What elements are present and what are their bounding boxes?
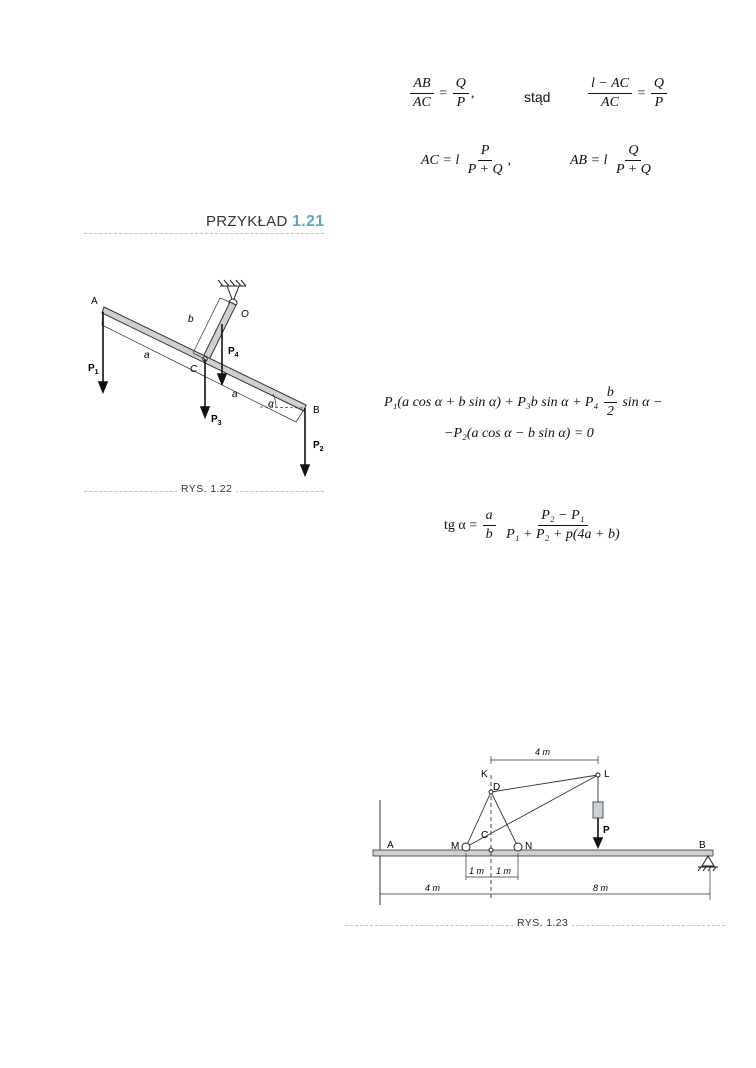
dim-8m: 8 m xyxy=(593,883,609,893)
label-b-point: B xyxy=(313,405,320,416)
label-n: N xyxy=(525,841,533,852)
label-alpha: α xyxy=(268,399,274,410)
fraction: $\frac{Q}{P}$ xyxy=(453,76,469,111)
heading-rule xyxy=(84,233,324,234)
fraction: $\frac{\text{P₂ − P₁}}{\text{P₁ + P₂ + p(4a + b)}}$ xyxy=(506,508,620,543)
caption-rys-1-23: RYS. 1.23 xyxy=(513,917,572,929)
label-p3: $P_3$ xyxy=(211,414,222,427)
figure-1-23 xyxy=(365,740,735,912)
dim-4m-top: 4 m xyxy=(535,747,551,757)
example-heading: PRZYKŁAD 1.21 xyxy=(206,213,325,230)
load-arrow xyxy=(594,818,602,847)
fraction: $\frac{Q}{P + Q}$ xyxy=(615,143,651,178)
label-a1: a xyxy=(144,350,150,361)
label-k: K xyxy=(481,769,488,780)
wheel-m xyxy=(462,843,470,851)
dimension-lines xyxy=(380,756,710,900)
label-l: L xyxy=(604,769,610,780)
label-p1: $P_1$ xyxy=(88,363,99,376)
dim-4m-left: 4 m xyxy=(425,883,441,893)
equation-moments-line2: −P₂(a cos α − b sin α) = 0 xyxy=(444,426,594,441)
wheel-n xyxy=(514,843,522,851)
joint-l xyxy=(596,773,600,777)
label-a2: a xyxy=(232,389,238,400)
word-stad: stąd xyxy=(524,89,551,105)
label-b-dim: b xyxy=(188,314,194,325)
label-b: B xyxy=(699,840,706,851)
fraction: $\frac{b}{2}$ xyxy=(604,385,617,420)
fraction: $\frac{P}{P + Q}$ xyxy=(467,143,503,178)
label-p2: $P_2$ xyxy=(313,440,324,453)
label-o: O xyxy=(241,309,249,320)
equation-tg-alpha: tg α = $\frac{a}{b}$ $\frac{\text{P₂ − P₁}}{\text{P₁ + P₂ + p(4a + b)}}$ xyxy=(444,508,625,543)
label-d: D xyxy=(493,782,501,793)
fraction: $\frac{a}{b}$ xyxy=(483,508,496,543)
equation-ab-ac: $\frac{AB}{AC}$ = $\frac{Q}{P}$ , xyxy=(408,76,474,111)
label-c: C xyxy=(481,830,489,841)
dim-1m-b: 1 m xyxy=(496,866,512,876)
figure-1-22 xyxy=(80,270,330,485)
load-weight xyxy=(593,802,603,818)
label-p4: $P_4$ xyxy=(228,346,239,359)
equation-moments: P₁(a cos α + b sin α) + P₃b sin α + P₄ $\frac{b}{2}$ sin α − xyxy=(384,385,663,420)
equation-l-minus-ac: $\frac{l - AC}{AC}$ = $\frac{Q}{P}$ xyxy=(586,76,669,111)
label-a: A xyxy=(387,840,394,851)
fraction: $\frac{l - AC}{AC}$ xyxy=(588,76,632,111)
fraction: $\frac{Q}{P}$ xyxy=(651,76,667,111)
joint-c xyxy=(489,848,493,852)
support-b xyxy=(698,856,718,871)
label-m: M xyxy=(451,841,460,852)
fraction: $\frac{AB}{AC}$ xyxy=(410,76,434,111)
dim-1m-a: 1 m xyxy=(469,866,485,876)
label-c: C xyxy=(190,364,198,375)
label-p: P xyxy=(603,825,610,836)
label-a-point: A xyxy=(91,296,98,307)
beam-ab xyxy=(373,850,713,856)
equation-ac: AC = l $\frac{P}{P + Q}$ , xyxy=(421,143,512,178)
equation-ab: AB = l $\frac{Q}{P + Q}$ xyxy=(570,143,656,178)
caption-rys-1-22: RYS. 1.22 xyxy=(177,483,236,495)
